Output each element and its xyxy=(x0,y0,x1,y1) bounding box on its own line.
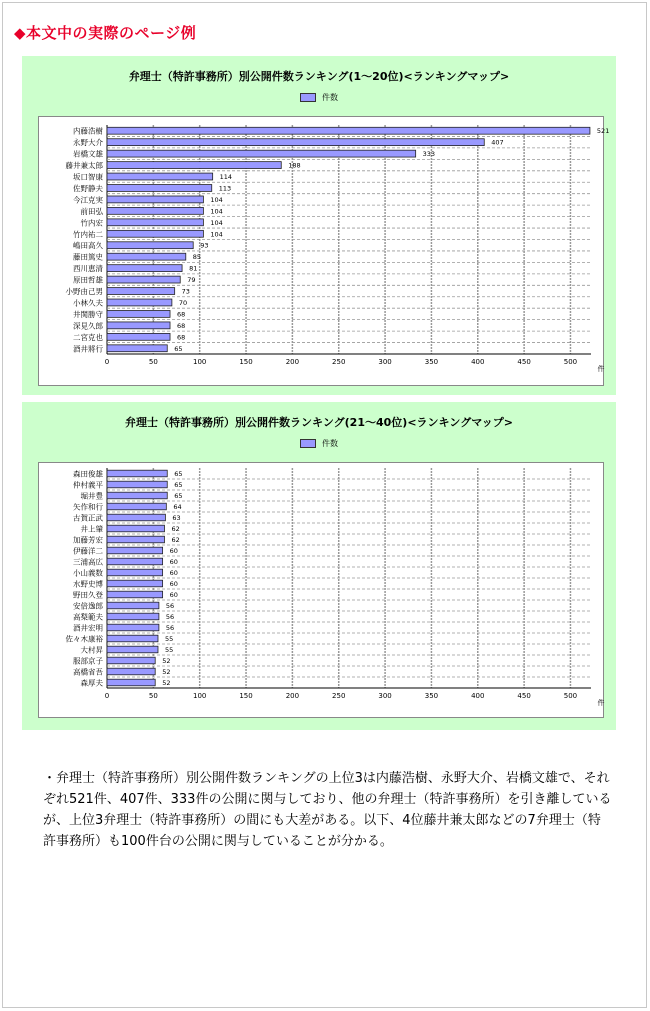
bar xyxy=(107,288,175,295)
category-label: 加藤芳宏 xyxy=(73,535,103,545)
x-tick-label: 0 xyxy=(104,358,110,366)
bar xyxy=(107,219,203,226)
value-label: 55 xyxy=(164,646,174,654)
category-label: 二宮克也 xyxy=(73,332,103,342)
category-label: 酒井宏明 xyxy=(73,623,103,633)
bar xyxy=(107,310,170,317)
value-label: 85 xyxy=(192,253,202,262)
bar xyxy=(107,613,159,620)
category-label: 高橋省吾 xyxy=(73,667,103,677)
x-tick-label: 0 xyxy=(104,692,110,700)
bar xyxy=(107,242,193,249)
bar xyxy=(107,230,203,237)
category-label: 佐々木康裕 xyxy=(65,634,103,644)
bar xyxy=(107,139,484,146)
value-label: 52 xyxy=(162,668,171,676)
value-label: 52 xyxy=(162,657,171,665)
category-label: 竹内祐二 xyxy=(73,229,103,239)
bar xyxy=(107,536,164,543)
category-label: 永野大介 xyxy=(73,138,103,148)
legend-label-2: 件数 xyxy=(322,439,338,448)
bar xyxy=(107,481,167,488)
category-label: 森田俊雄 xyxy=(73,469,103,479)
category-label: 小野由己男 xyxy=(65,287,103,297)
value-label: 65 xyxy=(174,492,183,500)
value-label: 68 xyxy=(177,321,186,330)
bar xyxy=(107,299,172,306)
category-label: 森厚夫 xyxy=(80,678,103,688)
x-tick-label: 400 xyxy=(471,692,485,700)
bar xyxy=(107,679,155,686)
section-title: ◆本文中の実際のページ例 xyxy=(14,24,197,42)
x-tick-label: 450 xyxy=(517,358,531,366)
category-label: 水野史博 xyxy=(73,579,103,589)
bar xyxy=(107,580,163,587)
value-label: 188 xyxy=(288,161,301,170)
chart-svg-2 xyxy=(22,402,616,730)
bar xyxy=(107,503,166,510)
x-tick-label: 50 xyxy=(148,358,158,366)
value-label: 60 xyxy=(169,569,178,577)
value-label: 60 xyxy=(169,547,178,555)
category-label: 小林久夫 xyxy=(73,298,103,308)
value-label: 60 xyxy=(169,558,178,566)
category-label: 竹内宏 xyxy=(80,218,103,228)
body-paragraph: ・弁理士（特許事務所）別公開件数ランキングの上位3は内藤浩樹、永野大介、岩橋文雄で、それぞれ521件、407件、333件の公開に関与しており、他の弁理士（特許事務所）を引き離しているが、上位3弁理士（特許事務所）の間にも大差がある。以下、4位藤井兼太郎などの7弁理士（特許事務所）も100件台の公開に関与していることが分かる。 xyxy=(43,771,612,849)
value-label: 63 xyxy=(172,514,181,522)
bar xyxy=(107,185,212,192)
value-label: 73 xyxy=(181,287,190,296)
value-label: 68 xyxy=(177,310,186,319)
bar xyxy=(107,253,186,260)
value-label: 64 xyxy=(173,503,182,511)
bar xyxy=(107,646,158,653)
value-label: 65 xyxy=(174,470,183,478)
value-label: 81 xyxy=(189,264,198,273)
value-label: 93 xyxy=(200,241,209,250)
category-label: 矢作和行 xyxy=(73,502,103,512)
x-axis-label: 件 xyxy=(597,365,605,373)
bar xyxy=(107,276,180,283)
x-tick-label: 350 xyxy=(424,358,439,366)
value-label: 407 xyxy=(491,138,504,147)
x-tick-label: 200 xyxy=(285,358,300,366)
value-label: 56 xyxy=(165,602,175,610)
bar xyxy=(107,196,203,203)
x-tick-label: 300 xyxy=(378,358,392,366)
bar xyxy=(107,635,158,642)
x-tick-label: 500 xyxy=(563,692,578,700)
bar xyxy=(107,322,170,329)
bar xyxy=(107,265,182,272)
value-label: 104 xyxy=(210,207,223,216)
bar xyxy=(107,492,167,499)
bar xyxy=(107,345,167,352)
x-axis-label: 件 xyxy=(597,699,605,707)
value-label: 104 xyxy=(210,195,223,204)
category-label: 古賀正武 xyxy=(73,513,103,523)
x-tick-label: 200 xyxy=(285,692,300,700)
bar xyxy=(107,525,164,532)
value-label: 65 xyxy=(174,344,183,353)
category-label: 今江克実 xyxy=(73,195,103,205)
bar xyxy=(107,668,155,675)
category-label: 仲村義平 xyxy=(73,480,103,490)
x-tick-label: 250 xyxy=(332,692,346,700)
value-label: 114 xyxy=(219,173,233,182)
category-label: 坂口智康 xyxy=(73,172,103,182)
category-label: 三浦高広 xyxy=(73,557,103,567)
bar xyxy=(107,569,163,576)
chart-title-1: 弁理士（特許事務所）別公開件数ランキング(1〜20位)<ランキングマップ> xyxy=(128,70,510,83)
x-tick-label: 350 xyxy=(424,692,439,700)
bar xyxy=(107,591,163,598)
value-label: 104 xyxy=(210,230,223,239)
category-label: 原田哲雄 xyxy=(73,275,103,285)
category-label: 井上肇 xyxy=(80,524,103,534)
category-label: 安倍逸郎 xyxy=(73,601,103,611)
category-label: 佐野静夫 xyxy=(73,183,103,193)
x-tick-label: 100 xyxy=(193,692,207,700)
category-label: 高梨範夫 xyxy=(73,612,103,622)
value-label: 333 xyxy=(422,150,436,159)
x-tick-label: 250 xyxy=(332,358,346,366)
category-label: 内藤浩樹 xyxy=(73,126,103,136)
value-label: 56 xyxy=(165,624,175,632)
value-label: 62 xyxy=(171,536,180,544)
chart-svg-1 xyxy=(22,56,616,395)
bar xyxy=(107,333,170,340)
x-tick-label: 400 xyxy=(471,358,485,366)
value-label: 60 xyxy=(169,580,178,588)
bar xyxy=(107,657,155,664)
category-label: 西川恵清 xyxy=(73,264,103,274)
x-tick-label: 100 xyxy=(193,358,207,366)
category-label: 岩橋文雄 xyxy=(73,149,103,159)
bar xyxy=(107,127,590,134)
chart-title-2: 弁理士（特許事務所）別公開件数ランキング(21〜40位)<ランキングマップ> xyxy=(124,416,513,429)
bar xyxy=(107,514,165,521)
category-label: 藤井兼太郎 xyxy=(65,161,103,171)
value-label: 65 xyxy=(174,481,183,489)
category-label: 堀井豊 xyxy=(80,491,103,501)
x-tick-label: 450 xyxy=(517,692,531,700)
x-tick-label: 150 xyxy=(239,358,253,366)
x-tick-label: 150 xyxy=(239,692,253,700)
x-tick-label: 500 xyxy=(563,358,578,366)
x-tick-label: 300 xyxy=(378,692,392,700)
value-label: 521 xyxy=(596,127,610,136)
bar xyxy=(107,207,203,214)
category-label: 大村昇 xyxy=(80,645,103,655)
bar xyxy=(107,558,163,565)
bar xyxy=(107,470,167,477)
category-label: 嶋田高久 xyxy=(73,241,103,251)
value-label: 79 xyxy=(187,276,196,285)
category-label: 野田久登 xyxy=(73,590,103,600)
category-label: 藤田篤史 xyxy=(73,252,103,262)
value-label: 68 xyxy=(177,333,186,342)
bar xyxy=(107,150,416,157)
bar xyxy=(107,602,159,609)
bar xyxy=(107,173,213,180)
value-label: 62 xyxy=(171,525,180,533)
bar xyxy=(107,547,163,554)
value-label: 60 xyxy=(169,591,178,599)
value-label: 56 xyxy=(165,613,175,621)
value-label: 52 xyxy=(162,679,171,687)
category-label: 前田弘 xyxy=(80,206,103,216)
chart-panel-1 xyxy=(22,56,616,395)
value-label: 113 xyxy=(218,184,232,193)
category-label: 井関勝守 xyxy=(73,309,103,319)
category-label: 深見久郎 xyxy=(73,321,103,331)
category-label: 服部京子 xyxy=(73,656,103,666)
category-label: 小山義数 xyxy=(73,568,103,578)
category-label: 酒井將行 xyxy=(73,344,103,354)
category-label: 伊藤洋二 xyxy=(73,546,103,556)
value-label: 55 xyxy=(164,635,174,643)
value-label: 104 xyxy=(210,218,223,227)
bar xyxy=(107,624,159,631)
legend-label-1: 件数 xyxy=(322,93,338,102)
x-tick-label: 50 xyxy=(148,692,158,700)
chart-panel-2 xyxy=(22,402,616,730)
value-label: 70 xyxy=(178,298,188,307)
bar xyxy=(107,162,281,169)
